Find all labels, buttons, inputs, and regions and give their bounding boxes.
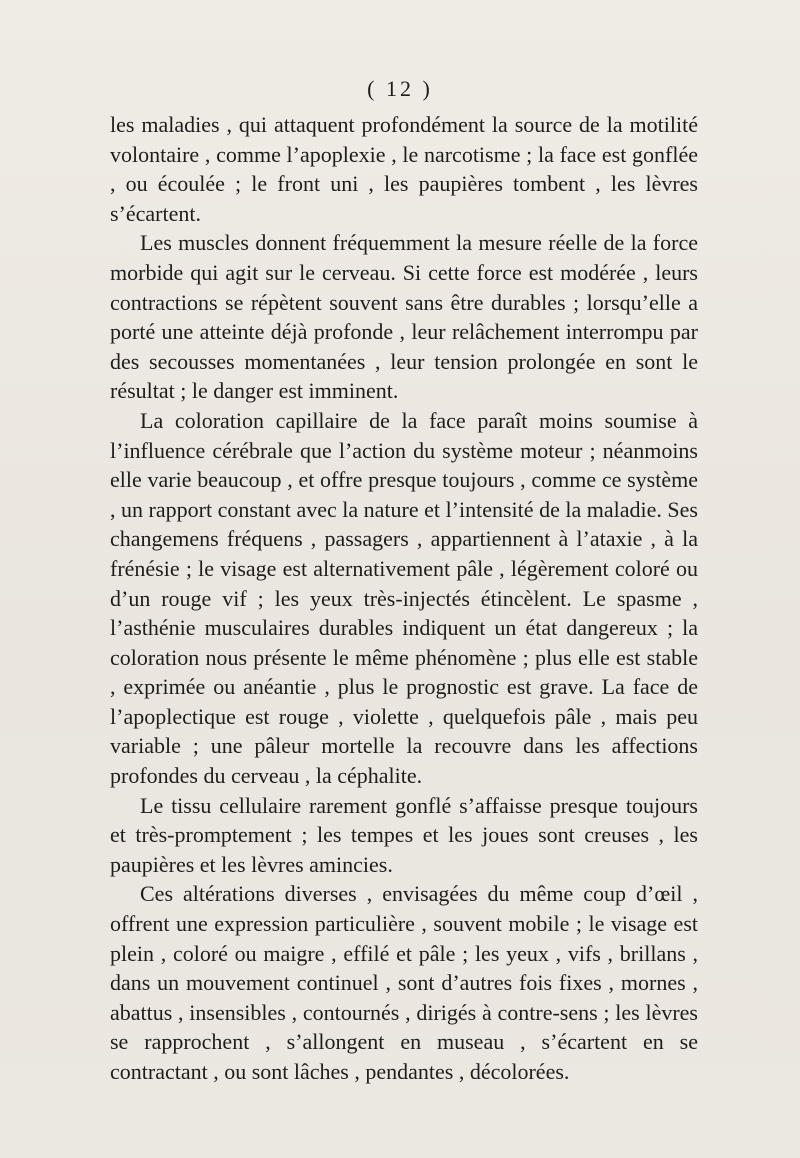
paragraph-coloration: La coloration capillaire de la face paraît moins soumise à l’influence cérébrale que l’action du système moteur ; néanmoins elle varie beaucoup , et offre presque toujours , comme ce système , un rapport constant avec la nature et l’intensité de la maladie. Ses changemens fréquens , passagers , appartiennent à l’ataxie , à la frénésie ; le visage est alternativement pâle , légèrement coloré ou d’un rouge vif ; les yeux très-injectés étincèlent. Le spasme , l’asthénie musculaires durables indiquent un état dangereux ; la coloration nous présente le même phénomène ; plus elle est stable , exprimée ou anéantie , plus le prognostic est grave. La face de l’apoplectique est rouge , violette , quelquefois pâle , mais peu variable ; une pâleur mortelle la recouvre dans les affections profondes du cerveau , la céphalite. (110, 407, 698, 789)
body-text (110, 110, 698, 1087)
paragraph-tissu-cellulaire: Le tissu cellulaire rarement gonflé s’affaisse presque toujours et très-promptement ; les tempes et les joues sont creuses , les paupières et les lèvres amincies. (110, 792, 698, 877)
paragraph-muscles: Les muscles donnent fréquemment la mesure réelle de la force morbide qui agit sur le cerveau. Si cette force est modérée , leurs contractions se répètent souvent sans être durables ; lorsqu’elle a porté une atteinte déjà profonde , leur relâchement interrompu par des secousses momentanées , leur tension prolongée en sont le résultat ; le danger est imminent. (110, 230, 698, 404)
paragraph-continued: les maladies , qui attaquent profondément la source de la motilité volontaire , comme l’apoplexie , le narcotisme ; la face est gonflée , ou écoulée ; le front uni , les paupières tombent , les lèvres s’écartent. (110, 112, 698, 226)
paragraph-alterations: Ces altérations diverses , envisagées du même coup d’œil , offrent une expression particulière , souvent mobile ; le visage est plein , coloré ou maigre , effilé et pâle ; les yeux , vifs , brillans , dans un mouvement continuel , sont d’autres fois fixes , mornes , abattus , insensibles , contournés , dirigés à contre-sens ; les lèvres se rapprochent , s’allongent en museau , s’écartent en se contractant , ou sont lâches , pendantes , décolorées. (110, 881, 698, 1084)
page-number: ( 12 ) (367, 76, 433, 101)
